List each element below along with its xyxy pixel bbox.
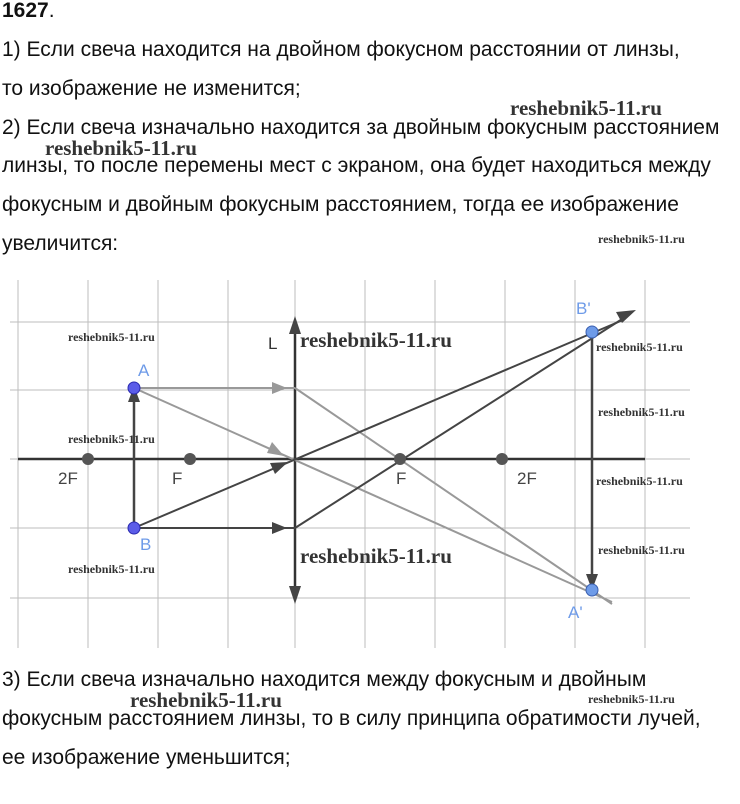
ray-a-center <box>134 388 612 602</box>
label-image-a: A' <box>568 603 583 622</box>
label-image-b: B' <box>576 299 591 318</box>
text-line-7: 3) Если свеча изначально находится между фокусным и двойным <box>2 668 647 691</box>
ray-b-parallel-arrow <box>272 522 287 534</box>
point-b-prime <box>586 326 598 338</box>
text-line-4: линзы, то после перемены мест с экраном, она будет находиться между <box>2 154 711 177</box>
point-a <box>128 382 140 394</box>
problem-number: 1627 <box>2 0 49 22</box>
label-left-f: F <box>172 469 183 488</box>
watermark: reshebnik5-11.ru <box>68 562 155 576</box>
right-f-point <box>394 453 406 465</box>
watermark: reshebnik5-11.ru <box>596 474 683 488</box>
text-line-5: фокусным и двойным фокусным расстоянием, тогда ее изображение <box>2 193 679 216</box>
label-point-a: A <box>138 361 150 380</box>
problem-header <box>2 0 55 24</box>
watermark: reshebnik5-11.ru <box>45 136 197 160</box>
watermark: reshebnik5-11.ru <box>68 432 155 446</box>
ray-a-refracted <box>295 388 612 604</box>
point-b <box>128 522 140 534</box>
point-a-prime <box>586 584 598 596</box>
label-right-f: F <box>396 469 407 488</box>
right-2f-point <box>496 453 508 465</box>
watermark: reshebnik5-11.ru <box>588 692 675 706</box>
ray-a-center-arrow <box>267 442 284 456</box>
text-line-1: 1) Если свеча находится на двойном фокусном расстоянии от линзы, <box>2 38 680 61</box>
text-line-6: увеличится: <box>2 232 119 255</box>
text-line-8: фокусным расстоянием линзы, то в силу принципа обратимости лучей, <box>2 707 701 730</box>
watermark: reshebnik5-11.ru <box>130 688 282 712</box>
text-line-2: то изображение не изменится; <box>2 77 301 100</box>
ray-b-center-arrow <box>270 462 288 474</box>
label-right-2f: 2F <box>517 469 537 488</box>
watermark: reshebnik5-11.ru <box>598 543 685 557</box>
watermark: reshebnik5-11.ru <box>510 96 662 120</box>
label-point-b: B <box>140 535 152 554</box>
watermark: reshebnik5-11.ru <box>596 340 683 354</box>
label-left-2f: 2F <box>58 469 78 488</box>
watermark: reshebnik5-11.ru <box>598 405 685 419</box>
ray-a-parallel-arrow <box>272 382 287 394</box>
watermark: reshebnik5-11.ru <box>68 330 155 344</box>
text-line-9: ее изображение уменьшится; <box>2 746 291 769</box>
left-f-point <box>184 453 196 465</box>
text-line-3: 2) Если свеча изначально находится за двойным фокусным расстоянием <box>2 116 720 139</box>
left-2f-point <box>82 453 94 465</box>
lens-arrow-bottom <box>289 586 301 604</box>
watermark: reshebnik5-11.ru <box>300 328 452 352</box>
watermark: reshebnik5-11.ru <box>598 232 685 246</box>
label-lens: L <box>268 334 278 353</box>
watermark: reshebnik5-11.ru <box>300 544 452 568</box>
problem-number-suffix: . <box>48 0 55 22</box>
